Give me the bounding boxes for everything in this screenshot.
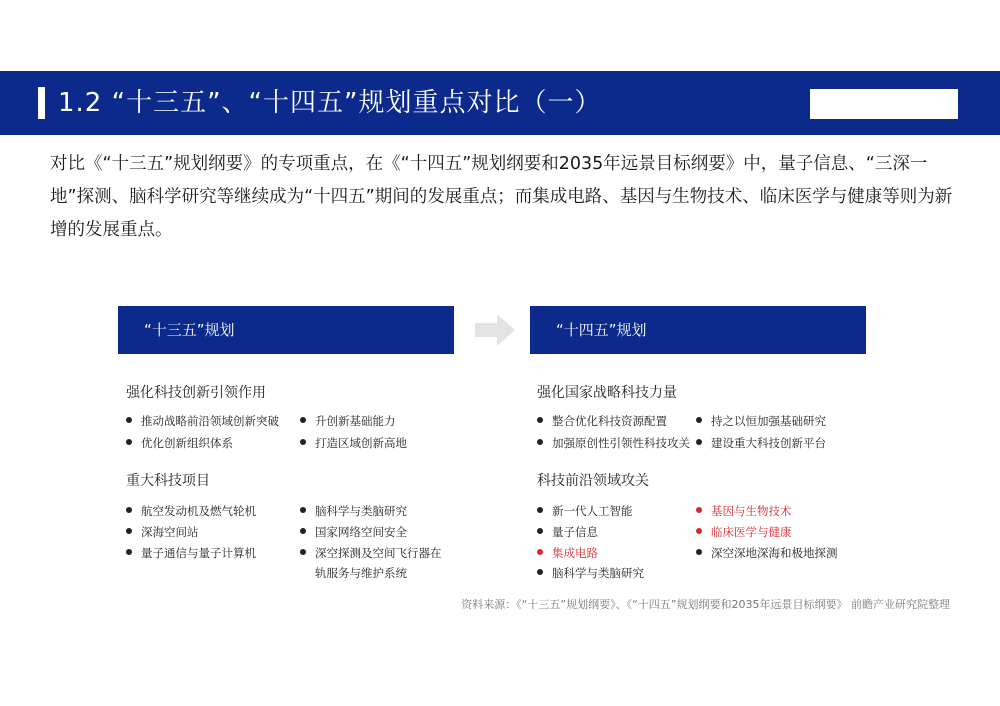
- list-item: 整合优化科技资源配置: [537, 413, 667, 429]
- left-section2-title: 重大科技项目: [126, 473, 210, 489]
- title-banner: [0, 71, 1000, 135]
- list-item: 加强原创性引领性科技攻关: [537, 435, 690, 451]
- list-item: 建设重大科技创新平台: [696, 435, 826, 451]
- left-column-header: “十三五”规划: [118, 306, 454, 354]
- list-item: 量子信息: [537, 524, 598, 540]
- list-item-highlight: 集成电路: [537, 545, 598, 561]
- list-item: 深海空间站: [126, 524, 199, 540]
- list-item-highlight: 基因与生物技术: [696, 503, 792, 519]
- right-section1-title: 强化国家战略科技力量: [537, 385, 677, 401]
- list-item-highlight: 临床医学与健康: [696, 524, 792, 540]
- logo-placeholder: [810, 89, 958, 119]
- list-item: 新一代人工智能: [537, 503, 633, 519]
- list-item: 优化创新组织体系: [126, 435, 233, 451]
- list-item: 持之以恒加强基础研究: [696, 413, 826, 429]
- source-note: 资料来源：《“十三五”规划纲要》、《“十四五”规划纲要和2035年远景目标纲要》 前瞻产业研究院整理: [461, 598, 950, 611]
- list-item: 脑科学与类脑研究: [300, 503, 407, 519]
- list-item: 深空深地深海和极地探测: [696, 545, 838, 561]
- list-item: 量子通信与量子计算机: [126, 545, 256, 561]
- list-item: 国家网络空间安全: [300, 524, 407, 540]
- title-accent-bar: [38, 87, 45, 119]
- right-arrow-icon: [475, 314, 515, 346]
- list-item: 升创新基础能力: [300, 413, 396, 429]
- list-item: 航空发动机及燃气轮机: [126, 503, 256, 519]
- list-item: 深空探测及空间飞行器在: [300, 545, 442, 561]
- right-section2-title: 科技前沿领域攻关: [537, 473, 649, 489]
- left-section1-title: 强化科技创新引领作用: [126, 385, 266, 401]
- list-item: 打造区域创新高地: [300, 435, 407, 451]
- intro-paragraph: 对比《“十三五”规划纲要》的专项重点，在《“十四五”规划纲要和2035年远景目标纲要》中，量子信息、“三深一地”探测、脑科学研究等继续成为“十四五”期间的发展重点；而集成电路、基因与生物技术、临床医学与健康等则为新增的发展重点。: [50, 154, 953, 240]
- list-item: 推动战略前沿领域创新突破: [126, 413, 279, 429]
- right-column-header: “十四五”规划: [530, 306, 866, 354]
- list-item: 脑科学与类脑研究: [537, 565, 644, 581]
- list-item-continuation: 轨服务与维护系统: [315, 566, 407, 580]
- page-title: 1.2 “十三五”、“十四五”规划重点对比（一）: [58, 88, 602, 118]
